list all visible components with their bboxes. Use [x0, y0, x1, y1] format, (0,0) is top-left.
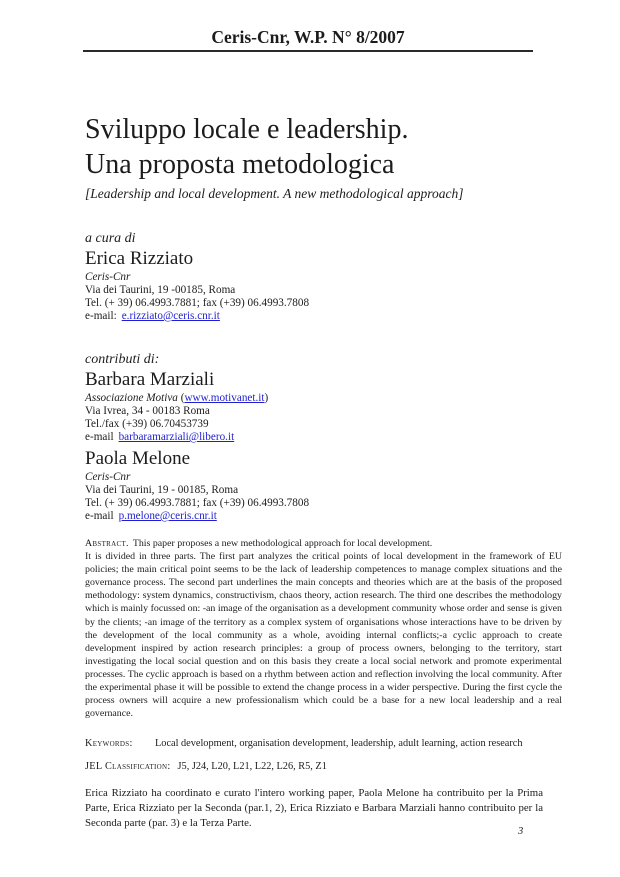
curator-email-row	[85, 310, 562, 323]
keywords-label: Keywords:	[85, 738, 133, 750]
affiliation-link-open-paren: (	[177, 392, 185, 404]
contributor-block	[85, 368, 562, 444]
curator-name: Erica Rizziato	[85, 248, 194, 269]
page-content	[85, 112, 562, 841]
curator-affiliation: Ceris-Cnr	[85, 271, 131, 283]
contributor-email-row	[85, 431, 562, 444]
authorship-note: Erica Rizziato ha coordinato e curato l'intero working paper, Paola Melone ha contribuito per la Prima Parte, Erica Rizziato per la Seconda (par.1, 2), Erica Rizziato e Barbara Marziali hanno contribuito per la Seconda parte (par. 3) e la Terza Parte.	[85, 787, 543, 829]
jel-codes: J5, J24, L20, L21, L22, L26, R5, Z1	[177, 761, 327, 773]
contributor-info	[85, 392, 562, 444]
contributor-affiliation: Ceris-Cnr	[85, 471, 131, 483]
contributor-name: Paola Melone	[85, 448, 191, 469]
contributor-phone: Tel./fax (+39) 06.70453739	[85, 418, 209, 430]
contributor-email-link[interactable]: p.melone@ceris.cnr.it	[118, 510, 217, 522]
contributor-website-link[interactable]: www.motivanet.it	[184, 392, 265, 404]
contributor-info	[85, 471, 562, 523]
keywords-text: Local development, organisation development, leadership, adult learning, action research	[155, 738, 523, 750]
jel-label: JEL Classification:	[85, 761, 171, 773]
contributor-name: Barbara Marziali	[85, 369, 215, 390]
email-label: e-mail	[85, 510, 114, 522]
curator-section-label: a cura di	[85, 231, 136, 246]
contributor-email-link[interactable]: barbaramarziali@libero.it	[118, 431, 235, 443]
keywords-line	[85, 737, 562, 751]
abstract-label: Abstract.	[85, 538, 129, 549]
jel-classification-line	[85, 760, 562, 774]
contributor-affiliation: Associazione Motiva	[85, 392, 178, 404]
abstract-body: It is divided in three parts. The first part analyzes the critical points of local development in the framework of EU policies; the main critical point seems to be the lack of leadership competences to manage complex situations and the governance process. The second part underlines the main concepts and theories which are at the basis of the proposed methodology: system dynamics, constructivism, chaos theory, action research. The third one describes the methodology which is mainly focussed on: -an image of the organisation as a development community whose order and sense is given by the clients; -an image of the territory as a complex system of organisations whose interactions have to be driven by the development of the local community as a whole, avoiding internal conflicts;-a cyclic approach to create development inspired by action research principles: a group of process owners, belonging to the territory, start investigating the local social question and on this basis they create a local social network and promote experimental processes. The cyclic approach is based on a rhythm between action and reflection involving the local community. After the experimental phase it will be possible to extend the change process in a wider perspective. During the first cycle the process owners will acquire a new professionalism which could be a base for a new local leadership and a real governance.	[85, 551, 562, 720]
paper-title-line2: Una proposta metodologica	[85, 149, 395, 180]
contributors-section-label: contributi di:	[85, 352, 160, 367]
contributor-phone: Tel. (+ 39) 06.4993.7881; fax (+39) 06.4993.7808	[85, 497, 310, 509]
contributor-address: Via Ivrea, 34 - 00183 Roma	[85, 405, 210, 417]
contributor-email-row	[85, 510, 562, 523]
contributor-address: Via dei Taurini, 19 - 00185, Roma	[85, 484, 239, 496]
page-number: 3	[518, 826, 524, 837]
paper-title	[85, 112, 562, 182]
curator-email-link[interactable]: e.rizziato@ceris.cnr.it	[121, 310, 220, 322]
email-label: e-mail:	[85, 310, 117, 322]
curator-address: Via dei Taurini, 19 -00185, Roma	[85, 284, 236, 296]
paper-title-line1: Sviluppo locale e leadership.	[85, 114, 409, 145]
running-header: Ceris-Cnr, W.P. N° 8/2007	[211, 27, 405, 47]
header-rule	[83, 50, 533, 52]
contributor-block	[85, 447, 562, 523]
paper-subtitle-english: [Leadership and local development. A new methodological approach]	[85, 186, 464, 201]
abstract-first-line: This paper proposes a new methodological approach for local development.	[132, 538, 433, 549]
abstract	[85, 537, 562, 720]
curator-info	[85, 271, 562, 323]
affiliation-link-close-paren: )	[264, 392, 269, 404]
curator-phone: Tel. (+ 39) 06.4993.7881; fax (+39) 06.4993.7808	[85, 297, 310, 309]
email-label: e-mail	[85, 431, 114, 443]
contributor-affiliation-row	[85, 392, 562, 405]
